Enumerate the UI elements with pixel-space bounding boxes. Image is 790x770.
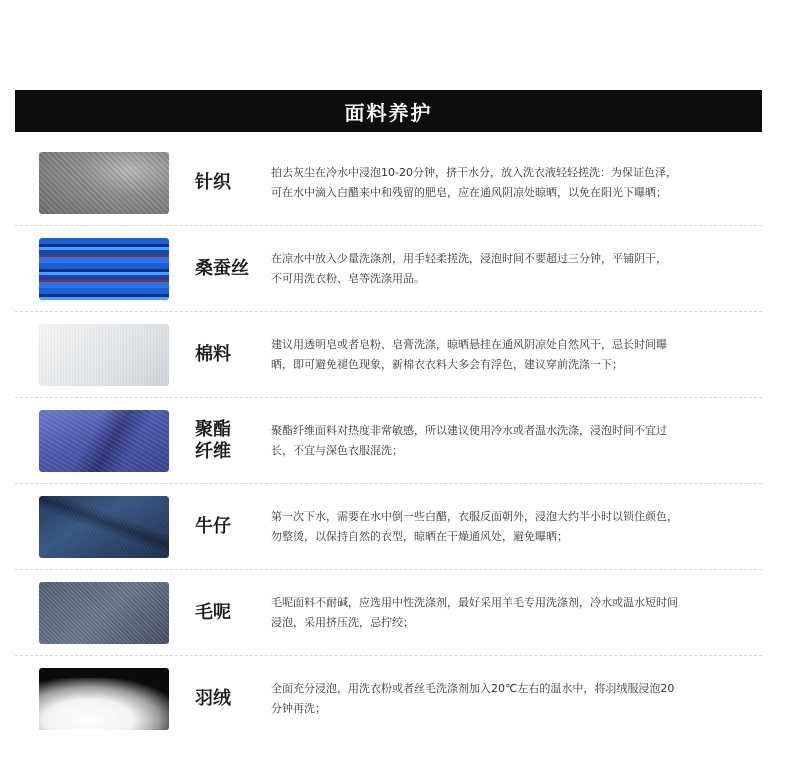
polyester-fabric-image: [39, 410, 169, 472]
care-line: 毛呢面料不耐碱，应选用中性洗涤剂，最好采用羊毛专用洗涤剂，冷水或温水短时间: [271, 595, 678, 609]
fabric-name: 牛仔: [195, 515, 231, 537]
fabric-row-down: [15, 656, 762, 741]
care-line: 聚酯纤维面料对热度非常敏感，所以建议使用冷水或者温水洗涤，浸泡时间不宜过: [271, 423, 667, 437]
care-line: 在凉水中放入少量洗涤剂，用手轻柔搓洗，浸泡时间不要超过三分钟，平铺阴干，: [271, 251, 667, 265]
care-line: 晒，即可避免褪色现象，新棉衣衣料大多会有浮色，建议穿前洗涤一下；: [271, 357, 623, 371]
cotton-fabric-image: [39, 324, 169, 386]
wool-fabric-image: [39, 582, 169, 644]
care-line: 建议用透明皂或者皂粉、皂膏洗涤，晾晒悬挂在通风阴凉处自然风干，忌长时间曝: [271, 337, 667, 351]
fabric-name-line: 纤维: [195, 440, 231, 462]
care-line: 分钟再洗；: [271, 701, 326, 715]
fabric-name: 毛呢: [195, 601, 231, 623]
fabric-row-denim: [15, 484, 762, 570]
care-line: 第一次下水，需要在水中倒一些白醋，衣服反面朝外，浸泡大约半小时以锁住颜色，: [271, 509, 678, 523]
fabric-care-list: [15, 140, 762, 741]
silk-fabric-image: [39, 238, 169, 300]
down-fabric-image: [39, 668, 169, 730]
knit-fabric-image: [39, 152, 169, 214]
fabric-care-text: [271, 593, 741, 633]
fabric-care-text: [271, 507, 741, 547]
fabric-name: 羽绒: [195, 687, 231, 709]
fabric-name-line: 聚酯: [195, 418, 231, 440]
fabric-name: 桑蚕丝: [195, 257, 249, 279]
care-line: 可在水中滴入白醋来中和残留的肥皂，应在通风阴凉处晾晒，以免在阳光下曝晒；: [271, 185, 667, 199]
fabric-care-text: [271, 679, 741, 719]
fabric-care-text: [271, 163, 741, 203]
page-title: 面料养护: [344, 100, 433, 125]
fabric-row-cotton: [15, 312, 762, 398]
care-line: 拍去灰尘在冷水中浸泡10-20分钟，挤干水分，放入洗衣液轻轻搓洗：为保证色泽，: [271, 165, 677, 179]
fabric-name: 针织: [195, 171, 231, 193]
care-line: 不可用洗衣粉、皂等洗涤用品。: [271, 271, 425, 285]
fabric-row-silk: [15, 226, 762, 312]
fabric-care-text: [271, 249, 741, 289]
care-line: 全面充分浸泡，用洗衣粉或者丝毛洗涤剂加入20℃左右的温水中，将羽绒服浸泡20: [271, 681, 675, 695]
denim-fabric-image: [39, 496, 169, 558]
header-bar: [15, 90, 762, 132]
fabric-row-polyester: [15, 398, 762, 484]
fabric-name: 棉料: [195, 343, 231, 365]
fabric-care-text: [271, 335, 741, 375]
fabric-row-knit: [15, 140, 762, 226]
care-line: 浸泡，采用挤压洗，忌拧绞；: [271, 615, 414, 629]
fabric-name: [195, 419, 255, 463]
fabric-row-wool: [15, 570, 762, 656]
care-line: 勿整烫，以保持自然的衣型，晾晒在干燥通风处，避免曝晒；: [271, 529, 568, 543]
care-line: 长，不宜与深色衣服混洗；: [271, 443, 403, 457]
fabric-care-text: [271, 421, 741, 461]
